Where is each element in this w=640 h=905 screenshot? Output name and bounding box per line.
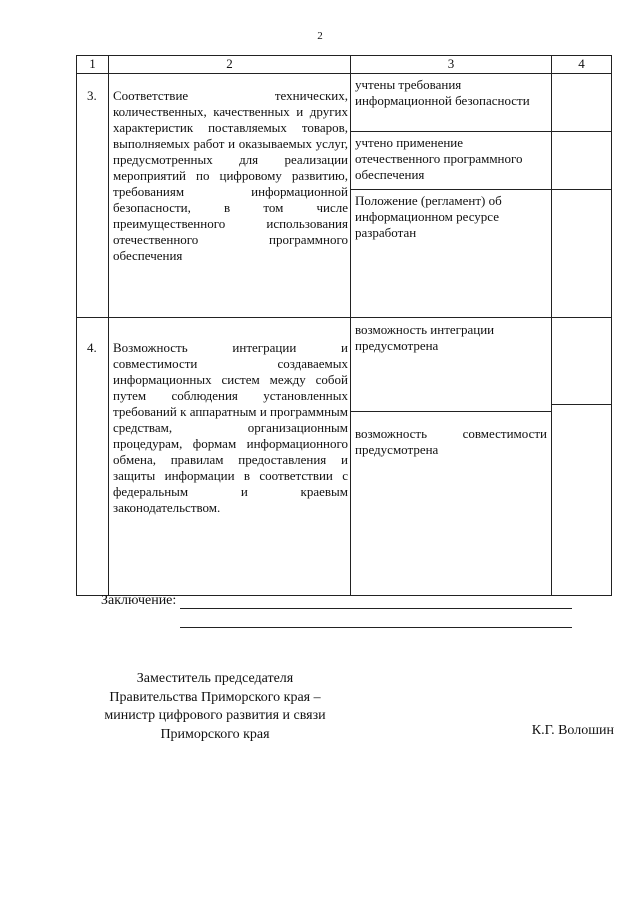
header-col-3: 3 [351, 56, 552, 74]
header-col-4: 4 [552, 56, 612, 74]
row-description: Соответствие технических, количественных, качественных и других характеристик поставляемых товаров, выполняемых работ и оказываемых услуг, предусмотренных для реализации мероприятий по цифровому развитию, требованиям информационной безопасности, в том числе преимущественного использования отечественного программного обеспечения [109, 74, 351, 318]
row-number: 3. [77, 74, 109, 318]
position-line: Приморского края [160, 726, 270, 742]
row-item: учтены требования информационной безопасности [351, 74, 551, 132]
row-items [351, 318, 552, 596]
conclusion-line [180, 608, 572, 609]
signatory-position [80, 670, 350, 744]
position-line: министр цифрового развития и связи [104, 708, 326, 723]
position-line: Правительства Приморского края – [109, 689, 321, 705]
conclusion-label: Заключение: [101, 593, 177, 608]
table-row [77, 74, 612, 318]
header-col-1: 1 [77, 56, 109, 74]
row-number: 4. [77, 318, 109, 596]
header-col-2: 2 [109, 56, 351, 74]
conclusion-line [180, 627, 572, 628]
row-item: возможность интеграции предусмотрена [351, 318, 551, 412]
table-header-row [77, 56, 612, 74]
page-number: 2 [317, 30, 323, 42]
criteria-table [76, 55, 612, 596]
table-row [77, 318, 612, 596]
mark-cell [552, 190, 611, 304]
row-items [351, 74, 552, 318]
row-item: учтено применение отечественного программного обеспечения [351, 132, 551, 190]
row-item: возможность совместимости предусмотрена [355, 426, 547, 457]
mark-cell [552, 132, 611, 190]
signatory-name: К.Г. Волошин [531, 723, 614, 738]
position-line: Заместитель председателя [136, 671, 294, 686]
row-marks [552, 318, 612, 596]
row-marks [552, 74, 612, 318]
row-description: Возможность интеграции и совместимости создаваемых информационных систем между собой путем соблюдения установленных требований к аппаратным и программным средствам, организационным процедурам, формам информационного обмена, правилам предоставления и защиты информации в соответствии с федеральным и краевым законодательством. [109, 318, 351, 596]
mark-cell [552, 74, 611, 132]
row-item: Положение (регламент) об информационном ресурсе разработан [355, 193, 502, 240]
mark-cell [552, 405, 611, 573]
mark-cell [552, 318, 611, 405]
